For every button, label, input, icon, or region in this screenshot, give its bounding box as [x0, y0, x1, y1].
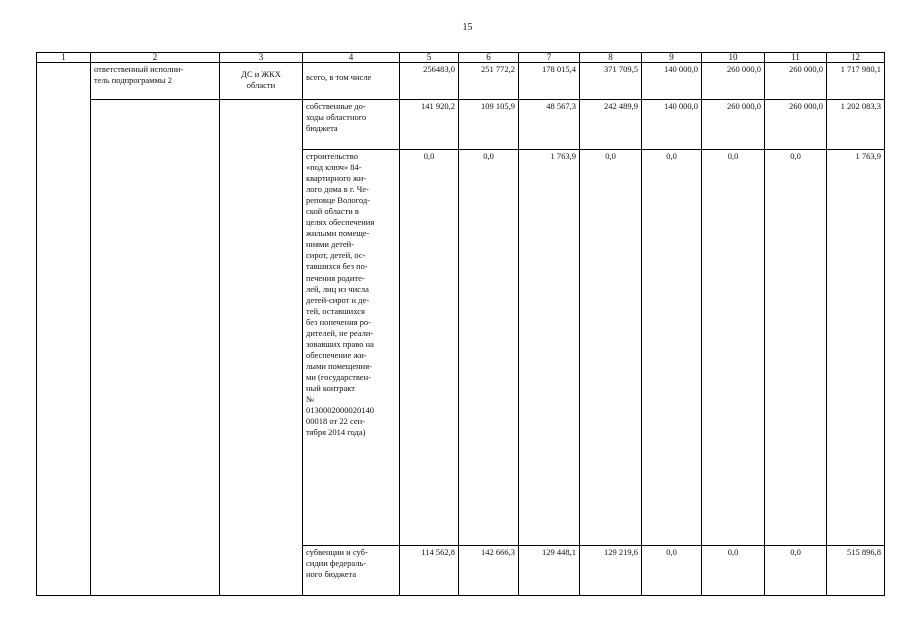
value-cell: 0,0 — [702, 150, 765, 546]
column-header: 4 — [303, 53, 400, 63]
value-cell: 1 202 083,3 — [827, 100, 885, 150]
row-label: собственные до- ходы областного бюджета — [303, 100, 400, 150]
row-label: всего, в том числе — [303, 63, 400, 100]
column-header: 6 — [459, 53, 519, 63]
column-header: 5 — [400, 53, 459, 63]
row-label: субвенции и суб- сидии федераль- ного бюджета — [303, 546, 400, 596]
value-cell: 140 000,0 — [642, 100, 702, 150]
value-cell: 0,0 — [642, 546, 702, 596]
value-cell: 0,0 — [765, 150, 827, 546]
column-header: 1 — [37, 53, 91, 63]
column-header: 8 — [580, 53, 642, 63]
value-cell: 140 000,0 — [642, 63, 702, 100]
value-cell: 129 448,1 — [519, 546, 580, 596]
organization-cell: ДС и ЖКХ области — [220, 63, 303, 100]
value-cell: 242 489,9 — [580, 100, 642, 150]
value-cell: 251 772,2 — [459, 63, 519, 100]
budget-table — [36, 52, 885, 596]
column-header: 10 — [702, 53, 765, 63]
value-cell: 141 920,2 — [400, 100, 459, 150]
empty-cell — [37, 63, 91, 596]
column-header: 9 — [642, 53, 702, 63]
value-cell: 1 717 980,1 — [827, 63, 885, 100]
table-row — [37, 100, 885, 150]
value-cell: 515 896,8 — [827, 546, 885, 596]
value-cell: 371 709,5 — [580, 63, 642, 100]
value-cell: 0,0 — [765, 546, 827, 596]
value-cell: 260 000,0 — [765, 100, 827, 150]
value-cell: 142 666,3 — [459, 546, 519, 596]
value-cell: 48 567,3 — [519, 100, 580, 150]
row-label: строительство «под ключ» 84- квартирного жи- лого дома в г. Че- реповце Вологод- ской области в целях обеспечения жилыми помеще- ниями детей- сирот, детей, ос- тавшихся без по- печения родите- лей, лиц из числа детей-сирот и де- тей, оставшихся без попечения ро- дителей, не реали- зовавших право на обеспечение жи- лыми помещения- ми (государствен- ный контракт № 0130002000020140 00018 от 22 сен- тября 2014 года) — [303, 150, 400, 546]
value-cell: 0,0 — [642, 150, 702, 546]
column-header: 2 — [91, 53, 220, 63]
value-cell: 260 000,0 — [702, 100, 765, 150]
value-cell: 260 000,0 — [702, 63, 765, 100]
value-cell: 0,0 — [580, 150, 642, 546]
value-cell: 260 000,0 — [765, 63, 827, 100]
column-header: 12 — [827, 53, 885, 63]
value-cell: 129 219,6 — [580, 546, 642, 596]
column-header: 3 — [220, 53, 303, 63]
value-cell: 1 763,9 — [827, 150, 885, 546]
value-cell: 114 562,8 — [400, 546, 459, 596]
empty-cell — [91, 100, 220, 596]
column-header: 11 — [765, 53, 827, 63]
value-cell: 1 763,9 — [519, 150, 580, 546]
column-number-row — [37, 53, 885, 63]
value-cell: 109 105,9 — [459, 100, 519, 150]
value-cell: 0,0 — [702, 546, 765, 596]
page-number: 15 — [462, 22, 473, 33]
value-cell: 178 015,4 — [519, 63, 580, 100]
value-cell: 0,0 — [459, 150, 519, 546]
column-header: 7 — [519, 53, 580, 63]
empty-cell — [220, 100, 303, 596]
value-cell: 0,0 — [400, 150, 459, 546]
executor-cell: ответственный исполни- тель подпрограммы 2 — [91, 63, 220, 100]
value-cell: 256483,0 — [400, 63, 459, 100]
table-row — [37, 63, 885, 100]
